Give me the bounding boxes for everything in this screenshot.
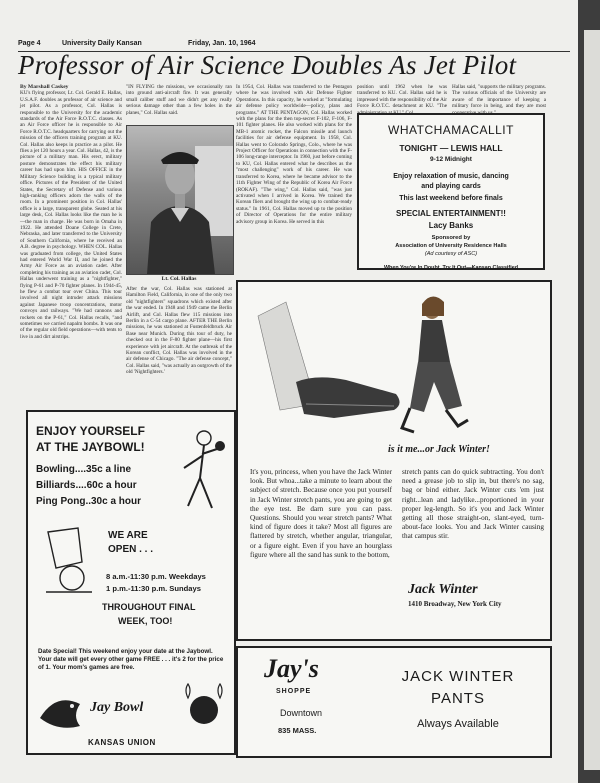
- shoppe-downtown: Downtown: [280, 708, 323, 718]
- jay-through-2: WEEK, TOO!: [118, 616, 173, 626]
- adjacent-page-edge: [578, 0, 600, 783]
- article-column-5: [452, 84, 546, 112]
- shoppe-brand-1: JACK WINTER: [401, 668, 515, 685]
- jay-hours-sundays: 1 p.m.-11:30 p.m. Sundays: [106, 584, 201, 593]
- jay-pingpong-price: Ping Pong..30c a hour: [36, 496, 142, 507]
- watch-line-music: Enjoy relaxation of music, dancing: [393, 173, 509, 180]
- shoppe-wordmark: SHOPPE: [276, 688, 312, 695]
- jay-hours-weekdays: 8 a.m.-11:30 p.m. Weekdays: [106, 572, 206, 581]
- jay-title-1: ENJOY YOURSELF: [36, 424, 145, 438]
- watch-venue: TONIGHT — LEWIS HALL: [399, 143, 503, 153]
- adjacent-page-strip: [584, 30, 600, 770]
- watch-line-weekend: This last weekend before finals: [399, 195, 503, 202]
- article-text-col2b: After the war, Col. Hallas was stationed at Hamilton Field, California, in one of the only two old "nightfighters" squadrons which existed after the war ended. In 1948 and 1949 came the Berlin Airlift, and Col. Hallas flew 115 missions into Berlin in a C-54 cargo plane. AFTER THE Berlin missions, he was stationed at Fustenfeldbruck Air Base near Munich. During this tour of duty, he checked out in the F-80 fighter plane—his first experience with jet aircraft. At the outbreak of the Korean conflict, Col. Hallas was involved in the air defense of Chicago. "The air defense concept," Col. Hallas said, "was actually an outgrowth of the old 'Nightfighters.': [126, 286, 232, 376]
- jaybowl-ad: [26, 410, 236, 755]
- watch-special: SPECIAL ENTERTAINMENT!!: [396, 209, 506, 218]
- shoppe-logo: Jay's: [264, 654, 319, 683]
- article-column-4: [357, 84, 447, 112]
- paper-name: University Daily Kansan: [62, 40, 142, 47]
- jay-union: KANSAS UNION: [88, 738, 156, 747]
- winter-copy-left: It's you, princess, when you have the Jack Winter look. But whoa...take a minute to learn about the subject of stretch. Because once you put yourself in Jack Winter stretch pants, you are going to get the eye test. Be darn sure you can pass. Questions. Should you wear stretch pants? What kind of figure does it take? Most all figures are flattered by stretch, whether angular, triangular, or a figure eight. Even if you have an hourglass figure where all the sand has sunk to the bottom,: [250, 468, 392, 559]
- article-text-col1: KU's flying professor, Lt. Col. Gerald E. Hallas, U.S.A.F. doubles as professor of air science and jet pilot. As a professor, Col. Hallas is responsible to the University for the academic standards of the Air Force R.O.T.C. classes. As an Air Force officer he is responsible to Air Force R.O.T.C. headquarters for carrying out the mission of the officers training program at KU. Col. Hallas also keeps in practice as a pilot. He flies a jet 120 hours a year. Col. Hallas, 42, is the picture of a military man. His erect, military posture demonstrates the effect his military career has had upon him. HIS OFFICE in the Military Science building is a typical military office. Pictures of the President of the United States, the Secretary of Defense and various high-ranking officers adorn the walls of the room. In a prominent position in Col. Hallas' office is a large, transparent globe. Seated at his large desk, Col. Hallas looks like the man he is—the man in charge. He was born in Omaha in 1922. He attended Doane College in Crete, Nebraska, and later transferred to the University of Southern California, where he received an A.B. degree in psychology. WHEN COL. Hallas was graduated from college, the United States had entered World War II, and he joined the Army Air Force as an aviation cadet. After completing his training as an aviation cadet, Col. Hallas underwent training as a "nightfighter," flying P-61 and P-70 fighter planes. In 1944-45, he flew a combat tour over China. This tour involved all night intruder attack missions against Japanese troop concentrations, motor convoys and railways. "We had cannons and rockets on the P-61," Col. Hallas recalls, "and sometimes we carried napalm bombs. It was one of the regular old field operations—with tents to live in and dirt airstrips.: [20, 90, 122, 340]
- page-number: Page 4: [18, 40, 41, 47]
- article-column-2-top: [126, 84, 232, 124]
- photo-caption: Lt. Col. Hallas: [161, 276, 197, 282]
- winter-address: 1410 Broadway, New York City: [408, 600, 502, 608]
- article-column-2-bottom: [126, 286, 232, 406]
- jay-billiards-price: Billiards....60c a hour: [36, 480, 137, 491]
- portrait-photo: [126, 125, 234, 275]
- jay-bowling-price: Bowling....35c a line: [36, 464, 132, 475]
- article-column-3: [236, 84, 352, 276]
- article-headline: Professor of Air Science Doubles As Jet Pilot: [18, 50, 517, 80]
- jack-winter-illustration: [246, 286, 546, 464]
- watch-line-cards: and playing cards: [421, 183, 481, 190]
- jay-open-1: WE ARE: [108, 530, 148, 541]
- officer-portrait-illustration: [127, 126, 233, 274]
- watch-title: WHATCHAMACALLIT: [388, 123, 514, 137]
- bowling-pins-icon: [178, 680, 230, 728]
- winter-copy-right: stretch pants can do quick subtracting. You don't need a grease job to slip in, but there's no sag, bag or bind either. Jack Winter cuts 'em just right...lean and ladylike...proportioned in your proper leg-length. So it's you and Jack Winter getting all those straight-on, slant-eyed, turn-about-face looks. You and Jack Winter causing that campus stir.: [402, 468, 544, 541]
- watch-time: 9-12 Midnight: [430, 156, 472, 163]
- jay-open-2: OPEN . . .: [108, 544, 154, 555]
- jay-bird-logo-icon: [36, 688, 86, 732]
- article-text-col2a: "IN FLYING the missions, we occasionally ran into ground anti-aircraft fire. It was generally small caliber stuff and we didn't get any really serious damage other than a few holes in the planes," Col. Hallas said.: [126, 84, 232, 116]
- shoppe-available: Always Available: [417, 718, 499, 730]
- jay-through-1: THROUGHOUT FINAL: [102, 602, 196, 612]
- article-text-col3: In 1954, Col. Hallas was transferred to the Pentagon where he was involved with Air Defense Fighter Operations. In this capacity, he worked at "formulating air defense policy worldwide—policy, plans and programs." AT THE PENTAGON, Col. Hallas worked with the plans for the then top-secret F-102, F-106, F-101 fighter planes. He also worked with plans for the MB-1 atomic rocket, the Falcon missile and launch facilities for air defense equipment. In 1958, Col. Hallas went to Colorado Springs, Colo., where he was Project Officer for Operations in connection with the F-106 long-range interceptor. In 1960, just before coming to KU, Col. Hallas entered what he describes as the "most challenging" work of his career. He was transferred to Korea, where he became advisor to the 11th Fighter Wing of the Republic of Korea Air Force (ROKAF). "The wing," Col. Hallas said, "was just activated when I arrived in Korea. We trained the Korean fliers and brought the wing up to combat-ready status." In 1961, Col. Hallas moved up to the position of Director of Operations for the entire military advisory group in Korea. He served in this: [236, 84, 352, 225]
- shoppe-brand-2: PANTS: [431, 690, 485, 707]
- jay-title-2: AT THE JAYBOWL!: [36, 440, 145, 454]
- article-text-col5: Hallas said, "supports the military programs. The various officials of the University are aware of the importance of keeping a military force in being, and they are most: [452, 84, 546, 110]
- watch-sponsor: Association of University Residence Halls: [395, 243, 507, 249]
- watch-courtesy: (Ad courtesy of ASC): [424, 251, 478, 257]
- classified-banner: When You're In Doubt, Try It Out—Kansan Classified: [383, 265, 519, 271]
- bowler-illustration: [174, 428, 228, 524]
- jay-date-special: Date Special! This weekend enjoy your date at the Jaybowl. Your date will get every other game FREE . . . it's 2 for the price of 1. Your mom's games are free.: [38, 648, 224, 671]
- jack-winter-ad: [236, 280, 552, 641]
- jays-shoppe-ad: [236, 646, 552, 758]
- watch-sponsored-by: Sponsored by: [431, 235, 471, 241]
- jay-mascot-illustration: [38, 522, 100, 600]
- shoppe-address: 835 MASS.: [278, 726, 317, 735]
- jay-logo-text: Jay Bowl: [90, 700, 144, 715]
- article-column-1: [20, 84, 122, 406]
- issue-date: Friday, Jan. 10, 1964: [188, 40, 256, 47]
- article-byline: By Marshall Caskey: [20, 84, 69, 90]
- winter-brand: Jack Winter: [408, 582, 478, 597]
- winter-tagline: is it me...or Jack Winter!: [388, 444, 490, 455]
- article-text-col4: position until 1962 when he was transferred to KU. Col. Hallas said he is impressed with the responsibility of the Air Force R.O.T.C. detachment at KU. "The: [357, 84, 447, 110]
- watch-performer: Lacy Banks: [428, 221, 474, 230]
- whatchamacallit-ad: [357, 113, 545, 270]
